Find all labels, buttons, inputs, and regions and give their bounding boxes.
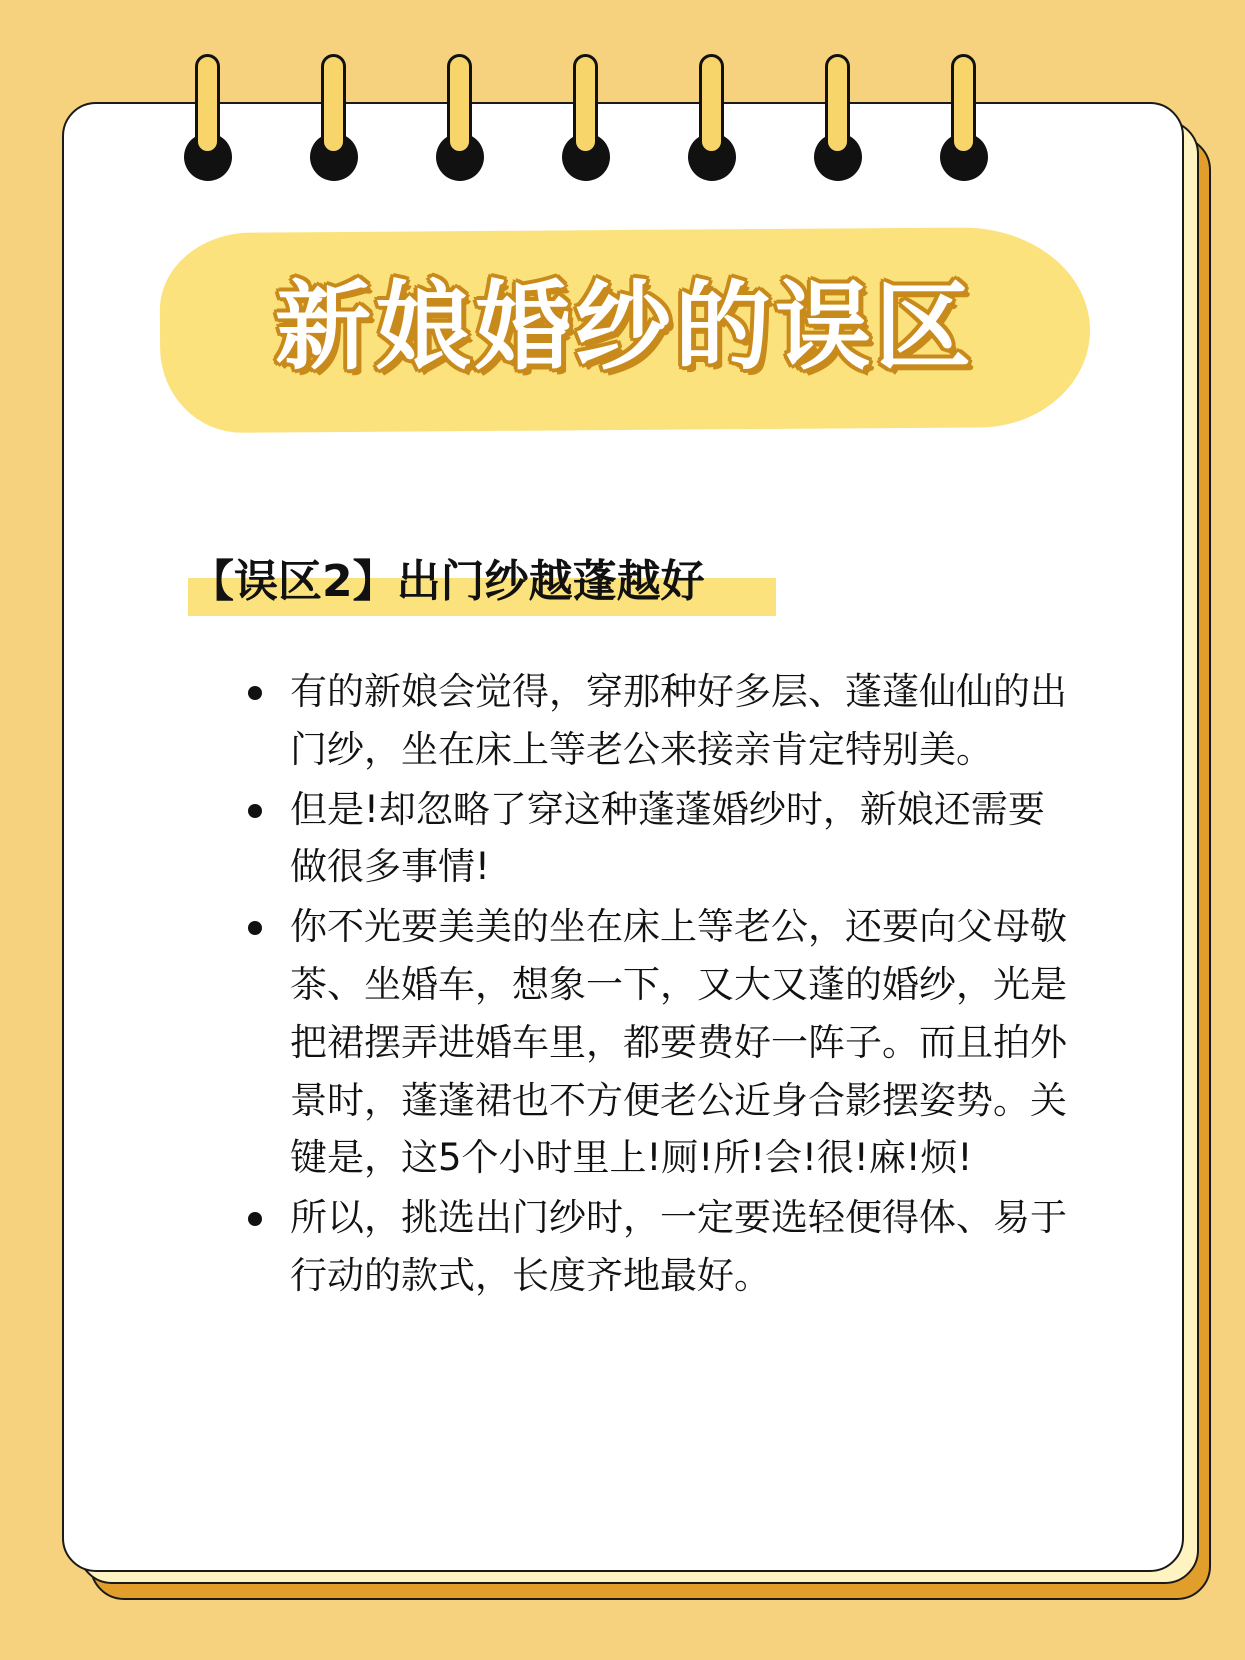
section-heading: 【误区2】出门纱越蓬越好 <box>190 556 705 607</box>
list-item <box>240 898 1070 1187</box>
spiral-ring-icon <box>433 54 491 180</box>
list-item-text: 但是!却忽略了穿这种蓬蓬婚纱时，新娘还需要做很多事情! <box>290 787 1045 889</box>
bullet-dot-icon <box>248 686 262 700</box>
bullet-list <box>240 663 1070 1307</box>
spiral-ring-icon <box>307 54 365 180</box>
page-title: 新娘婚纱的误区 <box>275 271 975 383</box>
list-item <box>240 663 1070 779</box>
list-item <box>240 781 1070 897</box>
bullet-dot-icon <box>248 921 262 935</box>
spiral-ring-icon <box>685 54 743 180</box>
spiral-ring-icon <box>181 54 239 180</box>
spiral-ring-icon <box>937 54 995 180</box>
bullet-dot-icon <box>248 1212 262 1226</box>
list-item <box>240 1189 1070 1305</box>
spiral-ring-icon <box>559 54 617 180</box>
spiral-ring-icon <box>811 54 869 180</box>
list-item-text: 你不光要美美的坐在床上等老公，还要向父母敬茶、坐婚车，想象一下，又大又蓬的婚纱，光是把裙摆弄进婚车里，都要费好一阵子。而且拍外景时，蓬蓬裙也不方便老公近身合影摆姿势。关键是，这5个小时里上!厕!所!会!很!麻!烦! <box>290 905 1067 1180</box>
list-item-text: 有的新娘会觉得，穿那种好多层、蓬蓬仙仙的出门纱，坐在床上等老公来接亲肯定特别美。 <box>290 670 1067 771</box>
bullet-dot-icon <box>248 804 262 818</box>
list-item-text: 所以，挑选出门纱时，一定要选轻便得体、易于行动的款式，长度齐地最好。 <box>290 1196 1067 1297</box>
